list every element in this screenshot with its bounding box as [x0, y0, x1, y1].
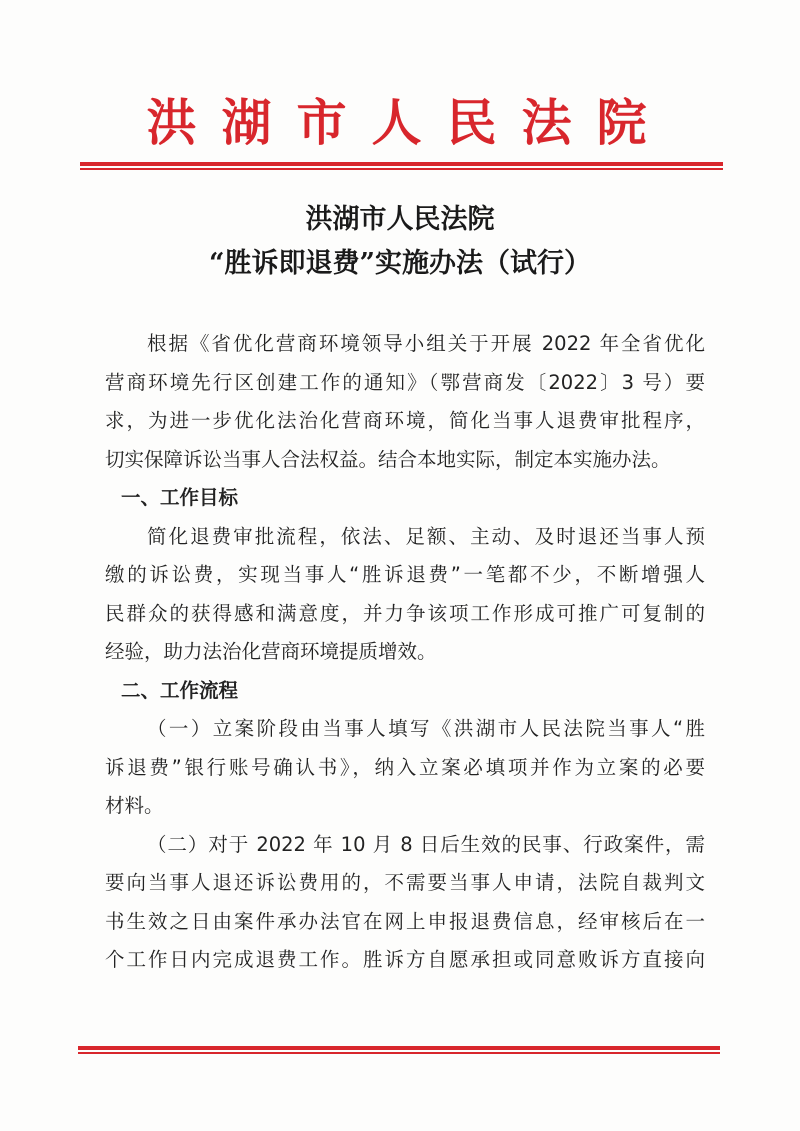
body-line: （二）对于 2022 年 10 月 8 日后生效的民事、行政案件，需: [147, 832, 705, 856]
body-line: 求，为进一步优化法治化营商环境，简化当事人退费审批程序，: [105, 409, 705, 432]
body-line: 诉退费”银行账号确认书》，纳入立案必填项并作为立案的必要: [105, 755, 705, 779]
section-heading-process: 二、工作流程: [121, 678, 239, 702]
document-title-line-2: “胜诉即退费”实施办法（试行）: [208, 248, 592, 279]
body-line: 材料。: [105, 794, 164, 817]
footer-rule-thick: [78, 1046, 720, 1050]
document-title-line-1: 洪湖市人民法院: [305, 204, 495, 235]
document-body: [105, 325, 705, 980]
section-heading-goal: 一、工作目标: [121, 486, 239, 509]
letterhead-rule-thick: [80, 162, 723, 166]
body-line: 根据《省优化营商环境领导小组关于开展 2022 年全省优化: [147, 332, 705, 355]
body-line: 缴的诉讼费，实现当事人“胜诉退费”一笔都不少，不断增强人: [105, 563, 705, 586]
footer-rule-thin: [78, 1052, 720, 1054]
letterhead-org-name: 洪湖市人民法院: [146, 93, 672, 152]
letterhead-rule-thin: [80, 168, 723, 170]
body-line: 书生效之日由案件承办法官在网上申报退费信息，经审核后在一: [105, 909, 705, 933]
body-line: （一）立案阶段由当事人填写《洪湖市人民法院当事人“胜: [147, 717, 705, 740]
body-line: 民群众的获得感和满意度，并力争该项工作形成可推广可复制的: [105, 601, 705, 625]
body-line: 简化退费审批流程，依法、足额、主动、及时退还当事人预: [147, 524, 705, 548]
body-line: 切实保障诉讼当事人合法权益。结合本地实际，制定本实施办法。: [105, 447, 671, 471]
body-line: 经验，助力法治化营商环境提质增效。: [105, 640, 437, 663]
body-line: 要向当事人退还诉讼费用的，不需要当事人申请，法院自裁判文: [105, 871, 705, 894]
body-line: 个工作日内完成退费工作。胜诉方自愿承担或同意败诉方直接向: [105, 948, 705, 971]
body-line: 营商环境先行区创建工作的通知》（鄂营商发〔2022〕3 号）要: [105, 370, 705, 394]
